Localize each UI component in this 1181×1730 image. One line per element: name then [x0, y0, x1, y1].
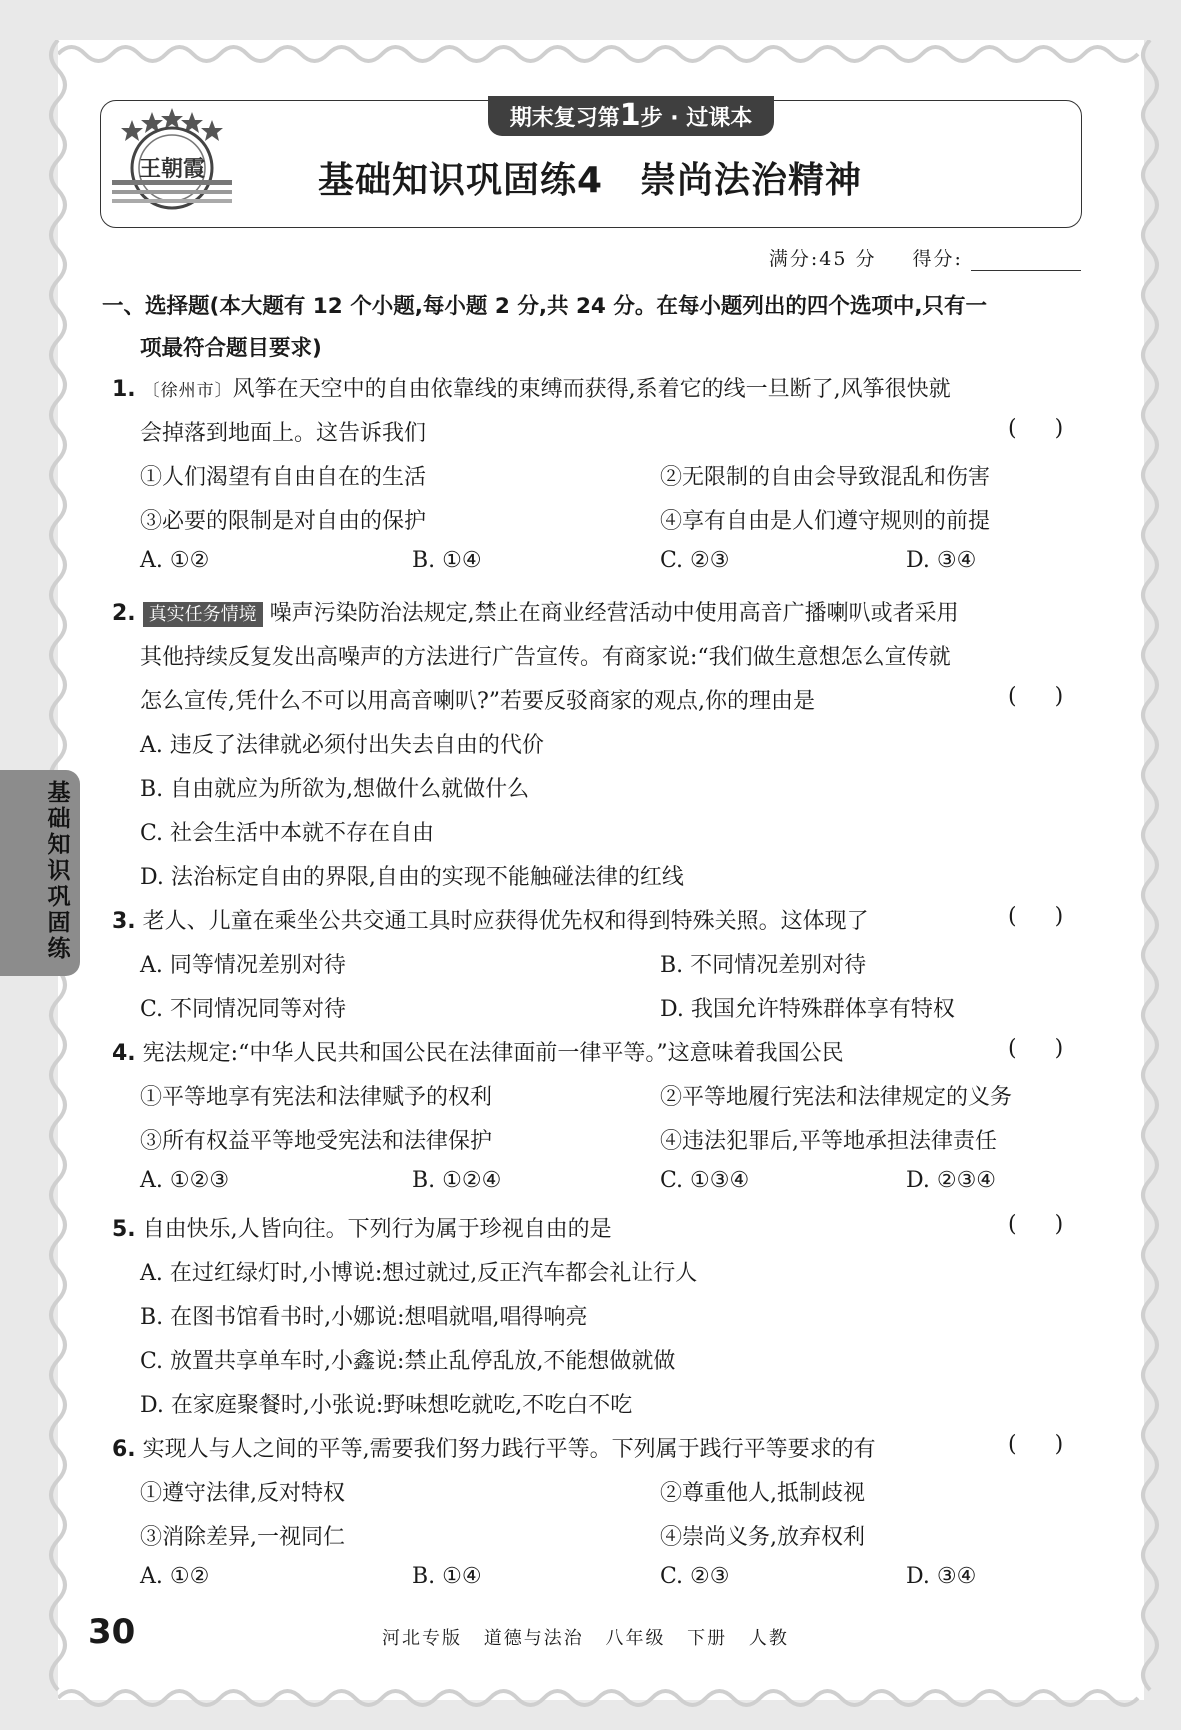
answer-parentheses[interactable]: (): [1008, 1212, 1102, 1237]
option-d[interactable]: D. 在家庭聚餐时,小张说:野味想吃就吃,不吃白不吃: [140, 1393, 633, 1418]
question-stem: 宪法规定:“中华人民共和国公民在法律面前一律平等。”这意味着我国公民: [142, 1041, 844, 1066]
section-heading: [102, 286, 1082, 370]
question-stem: 怎么宣传,凭什么不可以用高音喇叭?”若要反驳商家的观点,你的理由是: [140, 689, 816, 714]
question-stem: 噪声污染防治法规定,禁止在商业经营活动中使用高音广播喇叭或者采用: [269, 601, 959, 626]
choice-item: ④享有自由是人们遵守规则的前提: [660, 509, 991, 534]
option-d[interactable]: D. ③④: [906, 1564, 977, 1589]
option-a[interactable]: A. ①②: [140, 548, 210, 573]
option-d[interactable]: D. ③④: [906, 548, 977, 573]
option-b[interactable]: B. 在图书馆看书时,小娜说:想唱就唱,唱得响亮: [140, 1305, 588, 1330]
option-a[interactable]: A. ①②: [140, 1564, 210, 1589]
header-tab-prefix: 期末复习第: [509, 106, 620, 131]
option-d[interactable]: D. ②③④: [906, 1168, 997, 1193]
wavy-border-right: [1128, 40, 1172, 1700]
choice-item: ④崇尚义务,放弃权利: [660, 1525, 865, 1550]
section-line-2: 项最符合题目要求): [140, 336, 322, 361]
option-b[interactable]: B. 不同情况差别对待: [660, 953, 867, 978]
choice-item: ①遵守法律,反对特权: [140, 1481, 345, 1506]
option-c[interactable]: C. ①③④: [660, 1168, 750, 1193]
choice-item: ④违法犯罪后,平等地承担法律责任: [660, 1129, 997, 1154]
question-number: 5.: [112, 1217, 136, 1242]
task-tag: 真实任务情境: [143, 602, 263, 627]
page-number: 30: [88, 1612, 136, 1652]
question-number: 1.: [112, 377, 136, 402]
option-b[interactable]: B. 自由就应为所欲为,想做什么就做什么: [140, 777, 530, 802]
question-number: 4.: [112, 1041, 136, 1066]
choice-item: ②无限制的自由会导致混乱和伤害: [660, 465, 991, 490]
section-line-1: 一、选择题(本大题有 12 个小题,每小题 2 分,共 24 分。在每小题列出的四个选项中,只有一: [102, 294, 988, 319]
option-d[interactable]: D. 我国允许特殊群体享有特权: [660, 997, 955, 1022]
footer-text: 河北专版 道德与法治 八年级 下册 人教: [382, 1628, 789, 1649]
score-blank[interactable]: [971, 250, 1081, 271]
page-title: 基础知识巩固练4 崇尚法治精神: [317, 160, 863, 201]
answer-parentheses[interactable]: (): [1008, 416, 1102, 441]
choice-item: ②平等地履行宪法和法律规定的义务: [660, 1085, 1013, 1110]
option-a[interactable]: A. 同等情况差别对待: [140, 953, 346, 978]
score-line: [769, 244, 1081, 271]
choice-item: ③必要的限制是对自由的保护: [140, 509, 427, 534]
option-b[interactable]: B. ①②④: [412, 1168, 502, 1193]
question-stem: 老人、儿童在乘坐公共交通工具时应获得优先权和得到特殊关照。这体现了: [142, 909, 869, 934]
choice-item: ③消除差异,一视同仁: [140, 1525, 345, 1550]
choice-item: ③所有权益平等地受宪法和法律保护: [140, 1129, 493, 1154]
full-score: 满分:45 分: [768, 248, 877, 270]
seal-text: 王朝霞: [138, 156, 206, 182]
option-c[interactable]: C. ②③: [660, 1564, 730, 1589]
question-number: 2.: [112, 601, 136, 626]
question-stem: 其他持续反复发出高噪声的方法进行广告宣传。有商家说:“我们做生意想怎么宣传就: [140, 645, 951, 670]
question-number: 6.: [112, 1437, 136, 1462]
choice-item: ①平等地享有宪法和法律赋予的权利: [140, 1085, 493, 1110]
option-c[interactable]: C. 放置共享单车时,小鑫说:禁止乱停乱放,不能想做就做: [140, 1349, 676, 1374]
wavy-border-bottom: [58, 1678, 1144, 1718]
choice-item: ②尊重他人,抵制歧视: [660, 1481, 865, 1506]
option-c[interactable]: C. ②③: [660, 548, 730, 573]
question-stem: 自由快乐,人皆向往。下列行为属于珍视自由的是: [142, 1217, 612, 1242]
option-a[interactable]: A. 在过红绿灯时,小博说:想过就过,反正汽车都会礼让行人: [140, 1261, 698, 1286]
option-a[interactable]: A. 违反了法律就必须付出失去自由的代价: [140, 733, 544, 758]
option-b[interactable]: B. ①④: [412, 548, 482, 573]
question-number: 3.: [112, 909, 136, 934]
region-tag: 〔徐州市〕: [142, 381, 233, 401]
answer-parentheses[interactable]: (): [1008, 1432, 1102, 1457]
option-c[interactable]: C. 社会生活中本就不存在自由: [140, 821, 435, 846]
answer-parentheses[interactable]: (): [1008, 904, 1102, 929]
side-tab-label: 基础知识巩固练: [47, 780, 71, 962]
choice-item: ①人们渴望有自由自在的生活: [140, 465, 427, 490]
option-b[interactable]: B. ①④: [412, 1564, 482, 1589]
question-stem: 会掉落到地面上。这告诉我们: [140, 421, 427, 446]
option-c[interactable]: C. 不同情况同等对待: [140, 997, 347, 1022]
got-score-label: 得分:: [912, 248, 963, 270]
header-tab-number: 1: [619, 98, 641, 133]
answer-parentheses[interactable]: (): [1008, 684, 1102, 709]
answer-parentheses[interactable]: (): [1008, 1036, 1102, 1061]
question-stem: 风筝在天空中的自由依靠线的束缚而获得,系着它的线一旦断了,风筝很快就: [232, 377, 951, 402]
option-a[interactable]: A. ①②③: [140, 1168, 230, 1193]
header-tab-suffix: 步 · 过课本: [640, 106, 753, 131]
question-stem: 实现人与人之间的平等,需要我们努力践行平等。下列属于践行平等要求的有: [142, 1437, 876, 1462]
header-tab: [488, 96, 774, 136]
option-d[interactable]: D. 法治标定自由的界限,自由的实现不能触碰法律的红线: [140, 865, 684, 890]
wavy-border-top: [58, 34, 1144, 74]
